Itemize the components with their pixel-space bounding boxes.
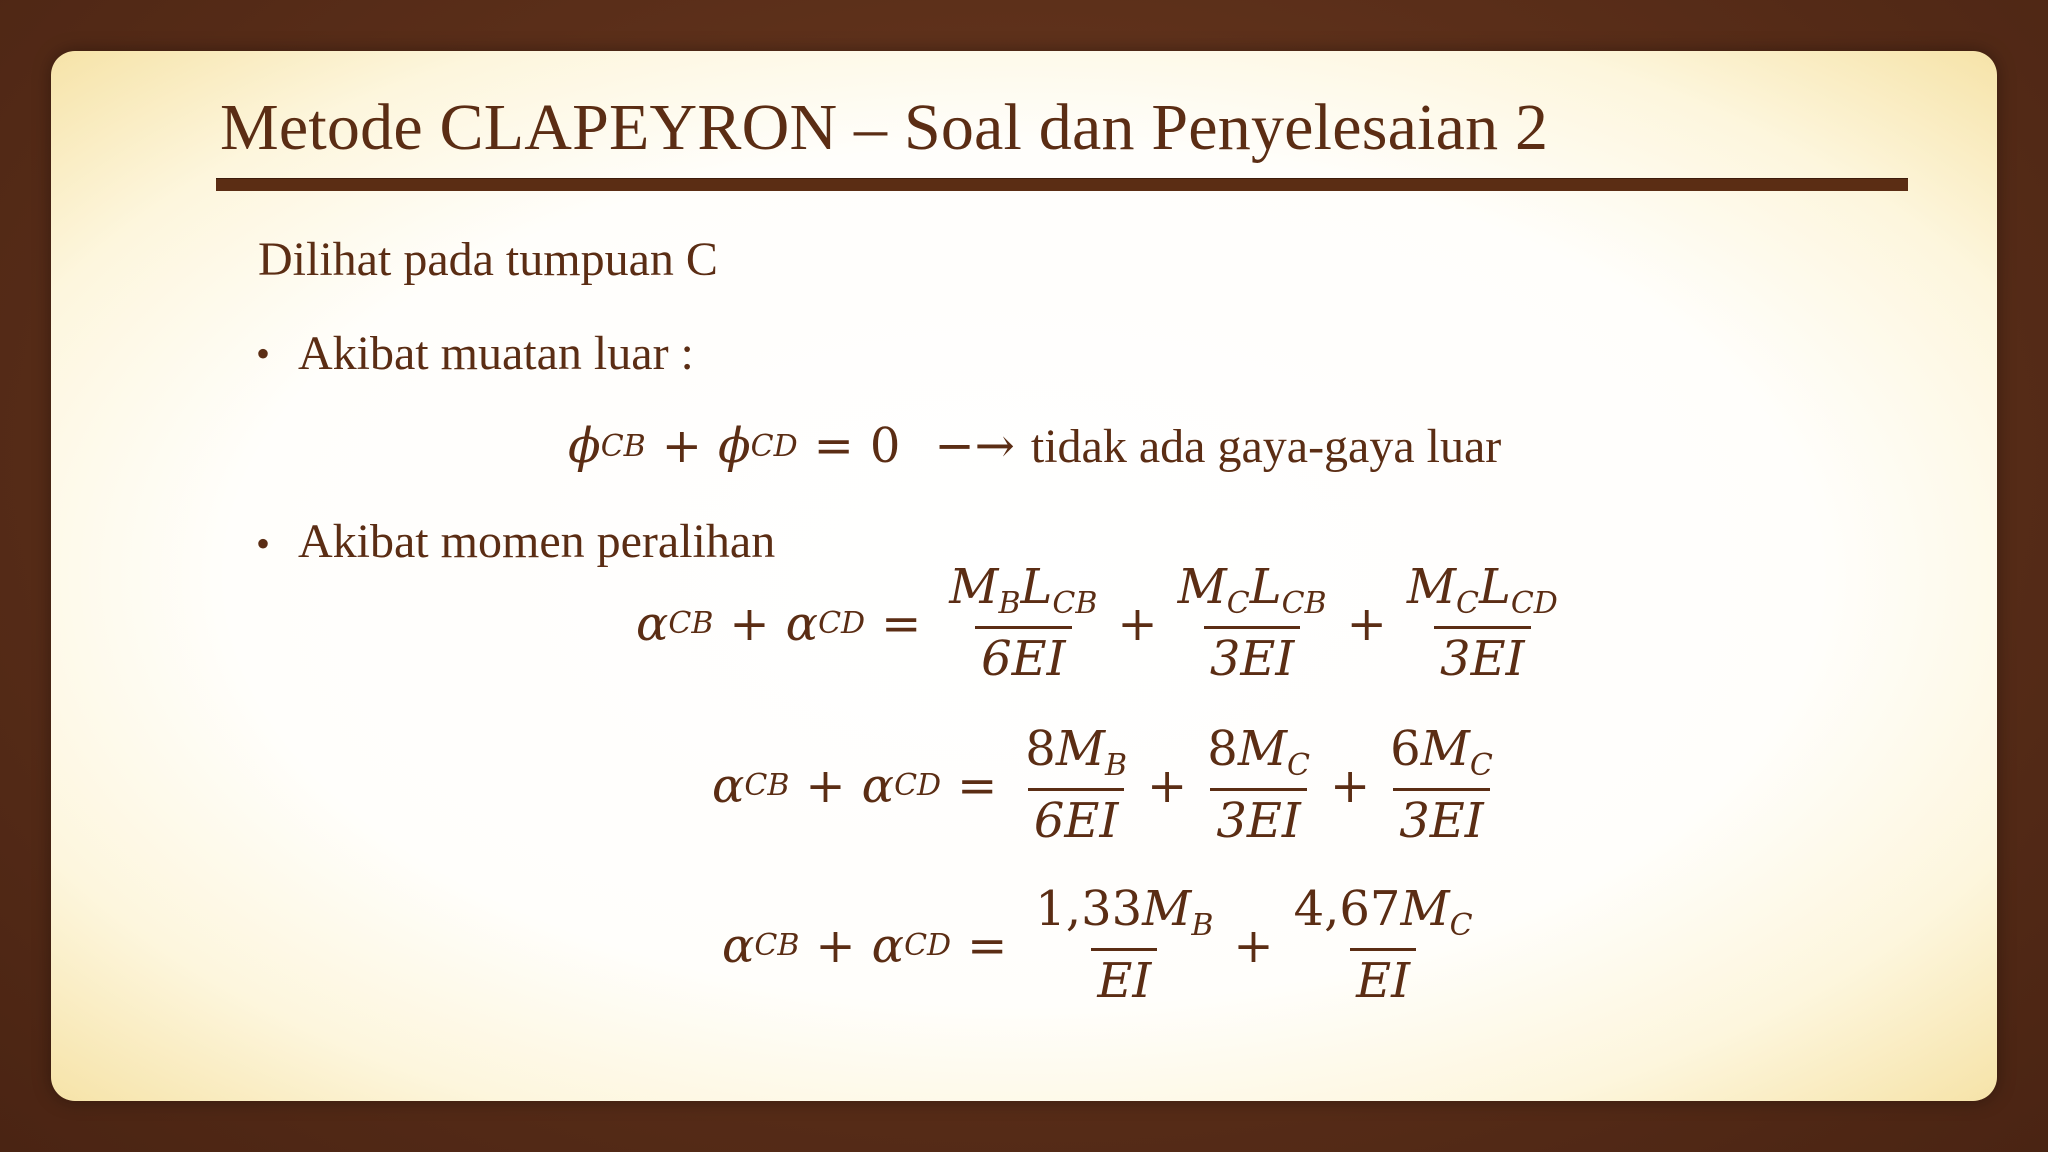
plus-operator: + bbox=[729, 595, 770, 652]
fraction-term bbox=[1172, 559, 1333, 687]
subscript: CD bbox=[894, 768, 942, 804]
bullet-moment-transfer: Akibat momen peralihan bbox=[298, 515, 776, 568]
equation-moment-1 bbox=[636, 559, 1570, 687]
subscript: B bbox=[1105, 748, 1128, 783]
length-symbol: L bbox=[1478, 559, 1511, 615]
equation-moment-2 bbox=[712, 721, 1505, 849]
subscript: C bbox=[1449, 908, 1473, 943]
moment-symbol: M bbox=[949, 559, 999, 615]
subscript: CD bbox=[1510, 586, 1558, 621]
equation-external-load bbox=[568, 418, 1501, 474]
subscript: B bbox=[1191, 908, 1214, 943]
fraction-term bbox=[1201, 721, 1316, 849]
moment-symbol: M bbox=[1400, 881, 1450, 937]
fraction-term bbox=[1384, 721, 1499, 849]
subscript: C bbox=[1286, 748, 1310, 783]
alpha-symbol: α bbox=[722, 917, 755, 974]
plus-operator: + bbox=[1147, 757, 1188, 814]
subscript: B bbox=[998, 586, 1021, 621]
moment-symbol: M bbox=[1142, 881, 1192, 937]
arrow-icon: −→ bbox=[934, 418, 1015, 474]
subscript: C bbox=[1469, 748, 1493, 783]
moment-symbol: M bbox=[1406, 559, 1456, 615]
phi-symbol: ϕ bbox=[717, 418, 751, 474]
phi-symbol: ϕ bbox=[568, 418, 601, 474]
alpha-symbol: α bbox=[712, 757, 745, 814]
length-symbol: L bbox=[1020, 559, 1053, 615]
subscript: CD bbox=[818, 606, 866, 642]
moment-symbol: M bbox=[1420, 721, 1470, 777]
plus-operator: + bbox=[661, 418, 702, 474]
equation-note: tidak ada gaya-gaya luar bbox=[1030, 419, 1502, 473]
subscript: CD bbox=[750, 428, 798, 464]
subscript: CB bbox=[754, 928, 800, 964]
length-symbol: L bbox=[1249, 559, 1282, 615]
fraction-term bbox=[1288, 881, 1479, 1009]
fraction-numerator bbox=[1384, 721, 1499, 788]
subscript: CB bbox=[744, 768, 790, 804]
coefficient: 8 bbox=[1207, 721, 1238, 777]
title-underline bbox=[216, 178, 1908, 191]
plus-operator: + bbox=[805, 757, 846, 814]
plus-operator: + bbox=[1233, 917, 1274, 974]
slide-title: Metode CLAPEYRON – Soal dan Penyelesaian 2 bbox=[220, 91, 1549, 164]
coefficient: 6 bbox=[1390, 721, 1421, 777]
equals-operator: = bbox=[957, 757, 998, 814]
fraction-denominator: 3EI bbox=[1204, 626, 1301, 686]
plus-operator: + bbox=[1346, 595, 1387, 652]
bullet-external-load: Akibat muatan luar : bbox=[298, 327, 694, 380]
alpha-symbol: α bbox=[785, 595, 819, 652]
fraction-numerator bbox=[1401, 559, 1564, 626]
fraction-denominator: 3EI bbox=[1210, 788, 1307, 848]
alpha-symbol: α bbox=[861, 757, 895, 814]
fraction-numerator bbox=[1019, 721, 1133, 788]
moment-symbol: M bbox=[1055, 721, 1105, 777]
bullet-marker: • bbox=[256, 521, 271, 566]
subscript: CB bbox=[1052, 586, 1098, 621]
fraction-denominator: EI bbox=[1091, 948, 1157, 1008]
subscript: C bbox=[1455, 586, 1479, 621]
fraction-numerator bbox=[1029, 881, 1219, 948]
moment-symbol: M bbox=[1237, 721, 1287, 777]
equals-operator: = bbox=[881, 595, 922, 652]
subscript: CB bbox=[600, 428, 646, 464]
fraction-denominator: 6EI bbox=[975, 626, 1072, 686]
fraction-term bbox=[1029, 881, 1219, 1009]
moment-symbol: M bbox=[1177, 559, 1227, 615]
fraction-term bbox=[943, 559, 1103, 687]
equation-moment-3 bbox=[722, 881, 1485, 1009]
subscript: CD bbox=[904, 928, 952, 964]
plus-operator: + bbox=[815, 917, 856, 974]
alpha-symbol: α bbox=[636, 595, 669, 652]
fraction-term bbox=[1401, 559, 1564, 687]
subscript: CB bbox=[1281, 586, 1327, 621]
coefficient: 1,33 bbox=[1035, 881, 1143, 937]
fraction-numerator bbox=[1201, 721, 1316, 788]
subscript: CB bbox=[668, 606, 714, 642]
equals-operator: = bbox=[967, 917, 1008, 974]
equals-operator: = bbox=[813, 418, 854, 474]
alpha-symbol: α bbox=[871, 917, 905, 974]
subscript: C bbox=[1226, 586, 1250, 621]
fraction-numerator bbox=[1172, 559, 1333, 626]
zero-value: 0 bbox=[869, 418, 901, 474]
plus-operator: + bbox=[1117, 595, 1158, 652]
fraction-denominator: 3EI bbox=[1434, 626, 1531, 686]
fraction-term bbox=[1019, 721, 1133, 849]
bullet-marker: • bbox=[256, 331, 271, 376]
fraction-denominator: 6EI bbox=[1028, 788, 1125, 848]
coefficient: 8 bbox=[1025, 721, 1056, 777]
fraction-numerator bbox=[943, 559, 1103, 626]
fraction-denominator: 3EI bbox=[1393, 788, 1490, 848]
intro-text: Dilihat pada tumpuan C bbox=[258, 233, 718, 286]
plus-operator: + bbox=[1329, 757, 1371, 814]
coefficient: 4,67 bbox=[1293, 881, 1401, 937]
fraction-denominator: EI bbox=[1350, 948, 1416, 1008]
fraction-numerator bbox=[1288, 881, 1479, 948]
